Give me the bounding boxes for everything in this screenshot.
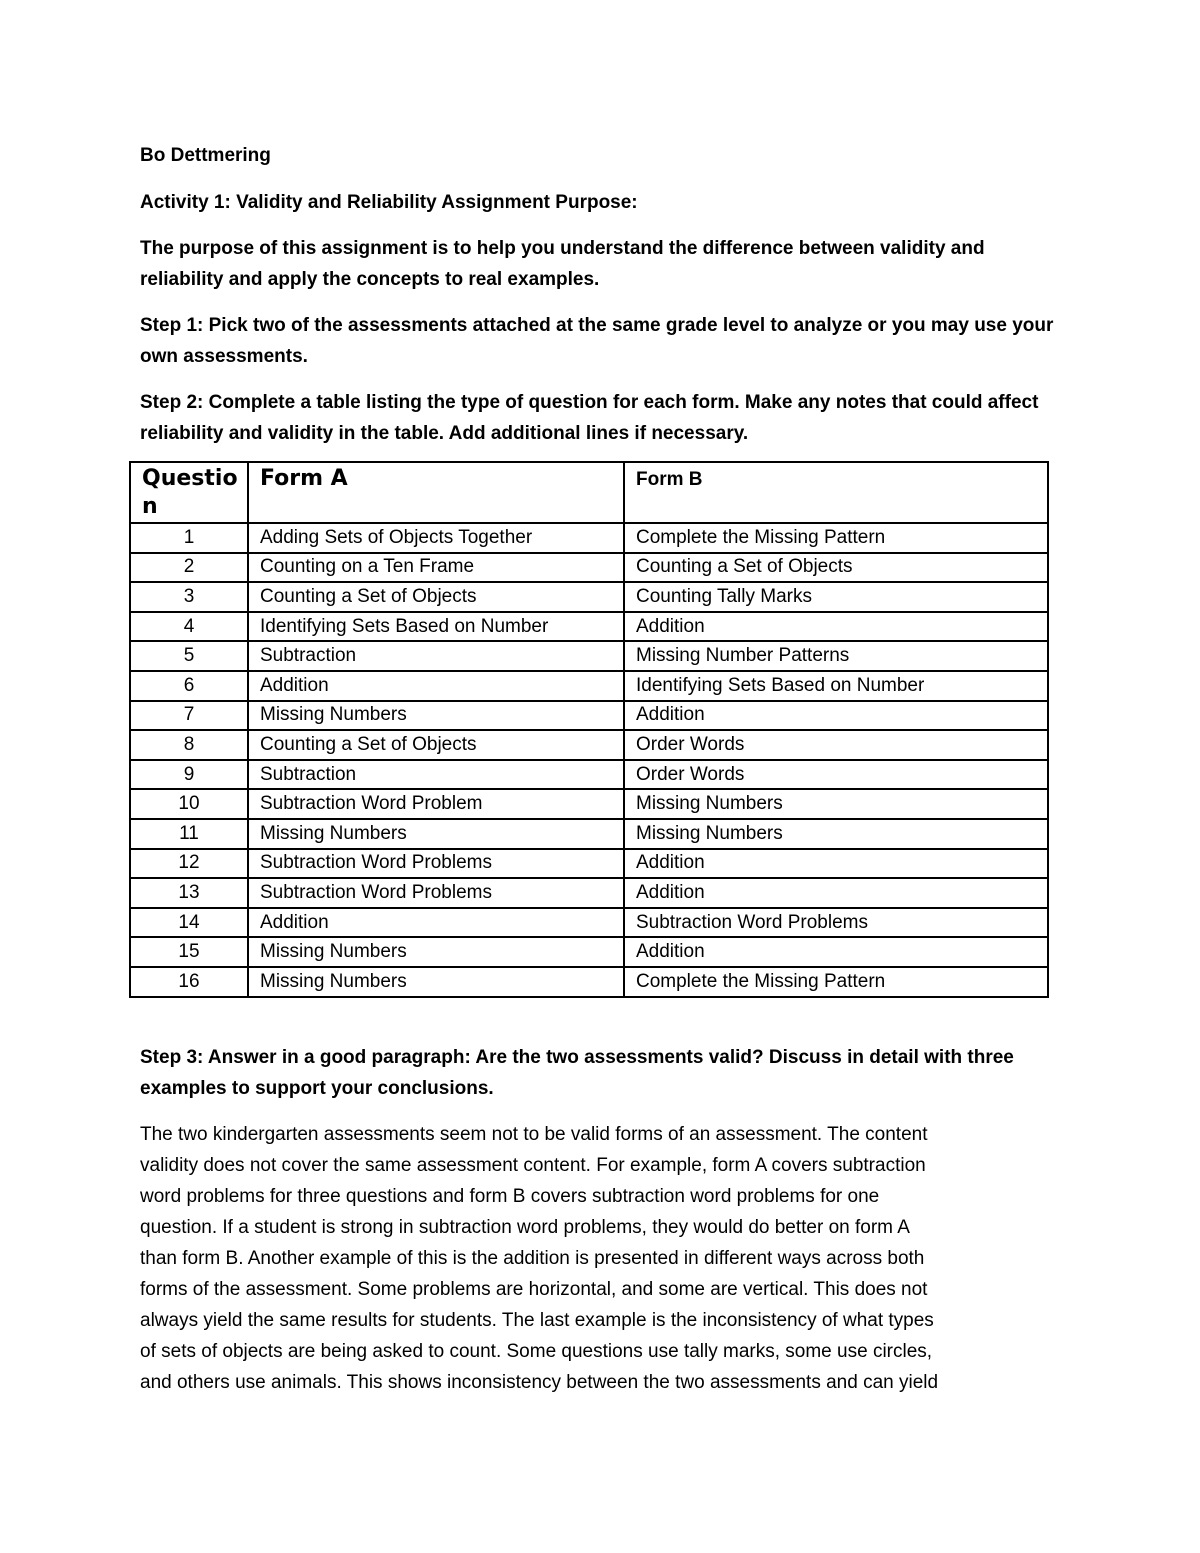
step-3: Step 3: Answer in a good paragraph: Are the two assessments valid? Discuss in detail with three examples to support your conclusions. [140, 1046, 1014, 1099]
form-a-cell: Subtraction Word Problems [248, 849, 624, 879]
header-form-a: Form A [248, 462, 624, 523]
table-row [130, 612, 1048, 642]
table-row [130, 937, 1048, 967]
question-number-cell: 4 [130, 612, 248, 642]
table-row [130, 789, 1048, 819]
form-a-cell: Missing Numbers [248, 819, 624, 849]
answer-line: than form B. Another example of this is the addition is presented in different ways across both [140, 1247, 925, 1269]
form-b-cell: Complete the Missing Pattern [624, 967, 1048, 997]
table-row [130, 671, 1048, 701]
form-a-cell: Counting a Set of Objects [248, 582, 624, 612]
question-number-cell: 3 [130, 582, 248, 612]
form-a-cell: Subtraction Word Problem [248, 789, 624, 819]
question-number-cell: 13 [130, 878, 248, 908]
activity-title: Activity 1: Validity and Reliability Assignment Purpose: [140, 192, 638, 213]
form-a-cell: Subtraction [248, 641, 624, 671]
question-number-cell: 5 [130, 641, 248, 671]
question-number-cell: 6 [130, 671, 248, 701]
form-a-cell: Addition [248, 908, 624, 938]
question-number-cell: 8 [130, 730, 248, 760]
table-row [130, 760, 1048, 790]
table-row [130, 553, 1048, 583]
table-row [130, 641, 1048, 671]
form-b-cell: Addition [624, 849, 1048, 879]
answer-line: question. If a student is strong in subtraction word problems, they would do better on form A [140, 1216, 910, 1238]
question-number-cell: 16 [130, 967, 248, 997]
table-row [130, 908, 1048, 938]
answer-line: always yield the same results for students. The last example is the inconsistency of what types [140, 1309, 934, 1331]
document-body [140, 140, 1060, 1398]
form-b-cell: Missing Numbers [624, 789, 1048, 819]
answer-line: The two kindergarten assessments seem not to be valid forms of an assessment. The content [140, 1123, 928, 1145]
form-a-cell: Missing Numbers [248, 701, 624, 731]
table-body [130, 523, 1048, 997]
question-number-cell: 12 [130, 849, 248, 879]
form-b-cell: Missing Number Patterns [624, 641, 1048, 671]
question-number-cell: 10 [130, 789, 248, 819]
form-b-cell: Missing Numbers [624, 819, 1048, 849]
form-a-cell: Subtraction [248, 760, 624, 790]
question-table [129, 461, 1049, 998]
form-a-cell: Counting a Set of Objects [248, 730, 624, 760]
table-row [130, 878, 1048, 908]
author-name: Bo Dettmering [140, 145, 271, 166]
form-b-cell: Counting Tally Marks [624, 582, 1048, 612]
answer-line: of sets of objects are being asked to count. Some questions use tally marks, some use circles, [140, 1340, 933, 1362]
header-question: Question [130, 462, 248, 523]
table-row [130, 730, 1048, 760]
form-b-cell: Addition [624, 878, 1048, 908]
question-number-cell: 14 [130, 908, 248, 938]
form-b-cell: Addition [624, 937, 1048, 967]
form-b-cell: Identifying Sets Based on Number [624, 671, 1048, 701]
purpose-paragraph: The purpose of this assignment is to help you understand the difference between validity and reliability and apply the concepts to real examples. [140, 238, 985, 290]
form-b-cell: Counting a Set of Objects [624, 553, 1048, 583]
answer-paragraph [140, 1119, 1060, 1398]
form-a-cell: Addition [248, 671, 624, 701]
question-number-cell: 15 [130, 937, 248, 967]
question-number-cell: 1 [130, 523, 248, 553]
step-1: Step 1: Pick two of the assessments attached at the same grade level to analyze or you may use your own assessments. [140, 315, 1054, 367]
question-number-cell: 11 [130, 819, 248, 849]
table-row [130, 701, 1048, 731]
question-number-cell: 7 [130, 701, 248, 731]
form-a-cell: Subtraction Word Problems [248, 878, 624, 908]
form-a-cell: Counting on a Ten Frame [248, 553, 624, 583]
form-a-cell: Missing Numbers [248, 967, 624, 997]
table-row [130, 582, 1048, 612]
form-b-cell: Complete the Missing Pattern [624, 523, 1048, 553]
table-row [130, 819, 1048, 849]
form-b-cell: Subtraction Word Problems [624, 908, 1048, 938]
form-a-cell: Identifying Sets Based on Number [248, 612, 624, 642]
form-b-cell: Addition [624, 701, 1048, 731]
answer-line: forms of the assessment. Some problems are horizontal, and some are vertical. This does not [140, 1278, 928, 1300]
answer-line: validity does not cover the same assessment content. For example, form A covers subtraction [140, 1154, 926, 1176]
question-number-cell: 2 [130, 553, 248, 583]
form-a-cell: Adding Sets of Objects Together [248, 523, 624, 553]
header-form-b: Form B [624, 462, 1048, 523]
step-2: Step 2: Complete a table listing the type of question for each form. Make any notes that could affect reliability and validity in the table. Add additional lines if necessary. [140, 392, 1039, 444]
answer-line: word problems for three questions and form B covers subtraction word problems for one [140, 1185, 880, 1207]
table-row [130, 523, 1048, 553]
form-b-cell: Order Words [624, 730, 1048, 760]
table-row [130, 967, 1048, 997]
form-b-cell: Order Words [624, 760, 1048, 790]
answer-line: and others use animals. This shows inconsistency between the two assessments and can yield [140, 1371, 939, 1393]
table-row [130, 849, 1048, 879]
form-a-cell: Missing Numbers [248, 937, 624, 967]
table-header-row [130, 462, 1048, 523]
form-b-cell: Addition [624, 612, 1048, 642]
question-number-cell: 9 [130, 760, 248, 790]
